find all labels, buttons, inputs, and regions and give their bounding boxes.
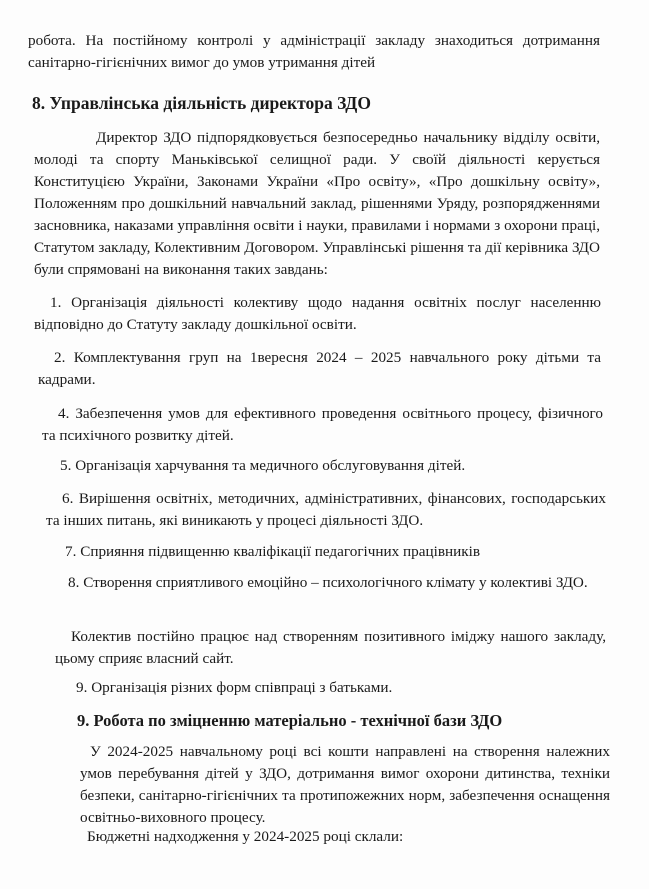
budget-line: Бюджетні надходження у 2024-2025 році склали: xyxy=(87,828,404,845)
section-9-heading: 9. Робота по зміцненню матеріально - технічної бази ЗДО xyxy=(77,711,503,730)
list-item: 9. Організація різних форм співпраці з батьками. xyxy=(76,679,393,696)
list-item: 7. Сприяння підвищенню кваліфікації педагогічних працівників xyxy=(65,543,481,560)
intro-paragraph: робота. На постійному контролі у адміністрації закладу знаходиться дотримання санітарно-гігієнічних вимог до умов утримання дітей xyxy=(28,32,600,71)
section-8-paragraph: Директор ЗДО підпорядковується безпосередньо начальнику відділу освіти, молоді та спорту Маньківської селищної ради. У своїй діяльності керується Конституцією України, Законами України «Про освіту», «Про дошкільну освіту», Положенням про дошкільний навчальний заклад, рішеннями Уряду, розпорядженнями засновника, наказами управління освіти і науки, правилами і нормами з охорони праці, Статутом закладу, Колективним Договором. Управлінські рішення та дії керівника ЗДО були спрямовані на виконання таких завдань: xyxy=(34,129,600,278)
list-item: 4. Забезпечення умов для ефективного проведення освітнього процесу, фізичного та психічного розвитку дітей. xyxy=(42,405,603,444)
list-item: 5. Організація харчування та медичного обслуговування дітей. xyxy=(60,457,466,474)
list-item: 8. Створення сприятливого емоційно – психологічного клімату у колективі ЗДО. xyxy=(68,574,588,591)
section-8-heading: 8. Управлінська діяльність директора ЗДО xyxy=(32,93,371,113)
section-9-paragraph: У 2024-2025 навчальному році всі кошти направлені на створення належних умов перебування дітей у ЗДО, дотримання вимог охорони дитинства, техніки безпеки, санітарно-гігієнічних та протипожежних норм, забезпечення оснащення освітньо-виховного процесу. xyxy=(80,743,610,826)
list-item: 2. Комплектування груп на 1вересня 2024 – 2025 навчального року дітьми та кадрами. xyxy=(38,349,601,388)
list-item: 6. Вирішення освітніх, методичних, адміністративних, фінансових, господарських та інших питань, які виникають у процесі діяльності ЗДО. xyxy=(46,490,606,529)
list-item: Колектив постійно працює над створенням позитивного іміджу нашого закладу, цьому сприяє власний сайт. xyxy=(55,628,606,667)
list-item: 1. Організація діяльності колективу щодо надання освітніх послуг населенню відповідно до Статуту закладу дошкільної освіти. xyxy=(34,294,601,333)
